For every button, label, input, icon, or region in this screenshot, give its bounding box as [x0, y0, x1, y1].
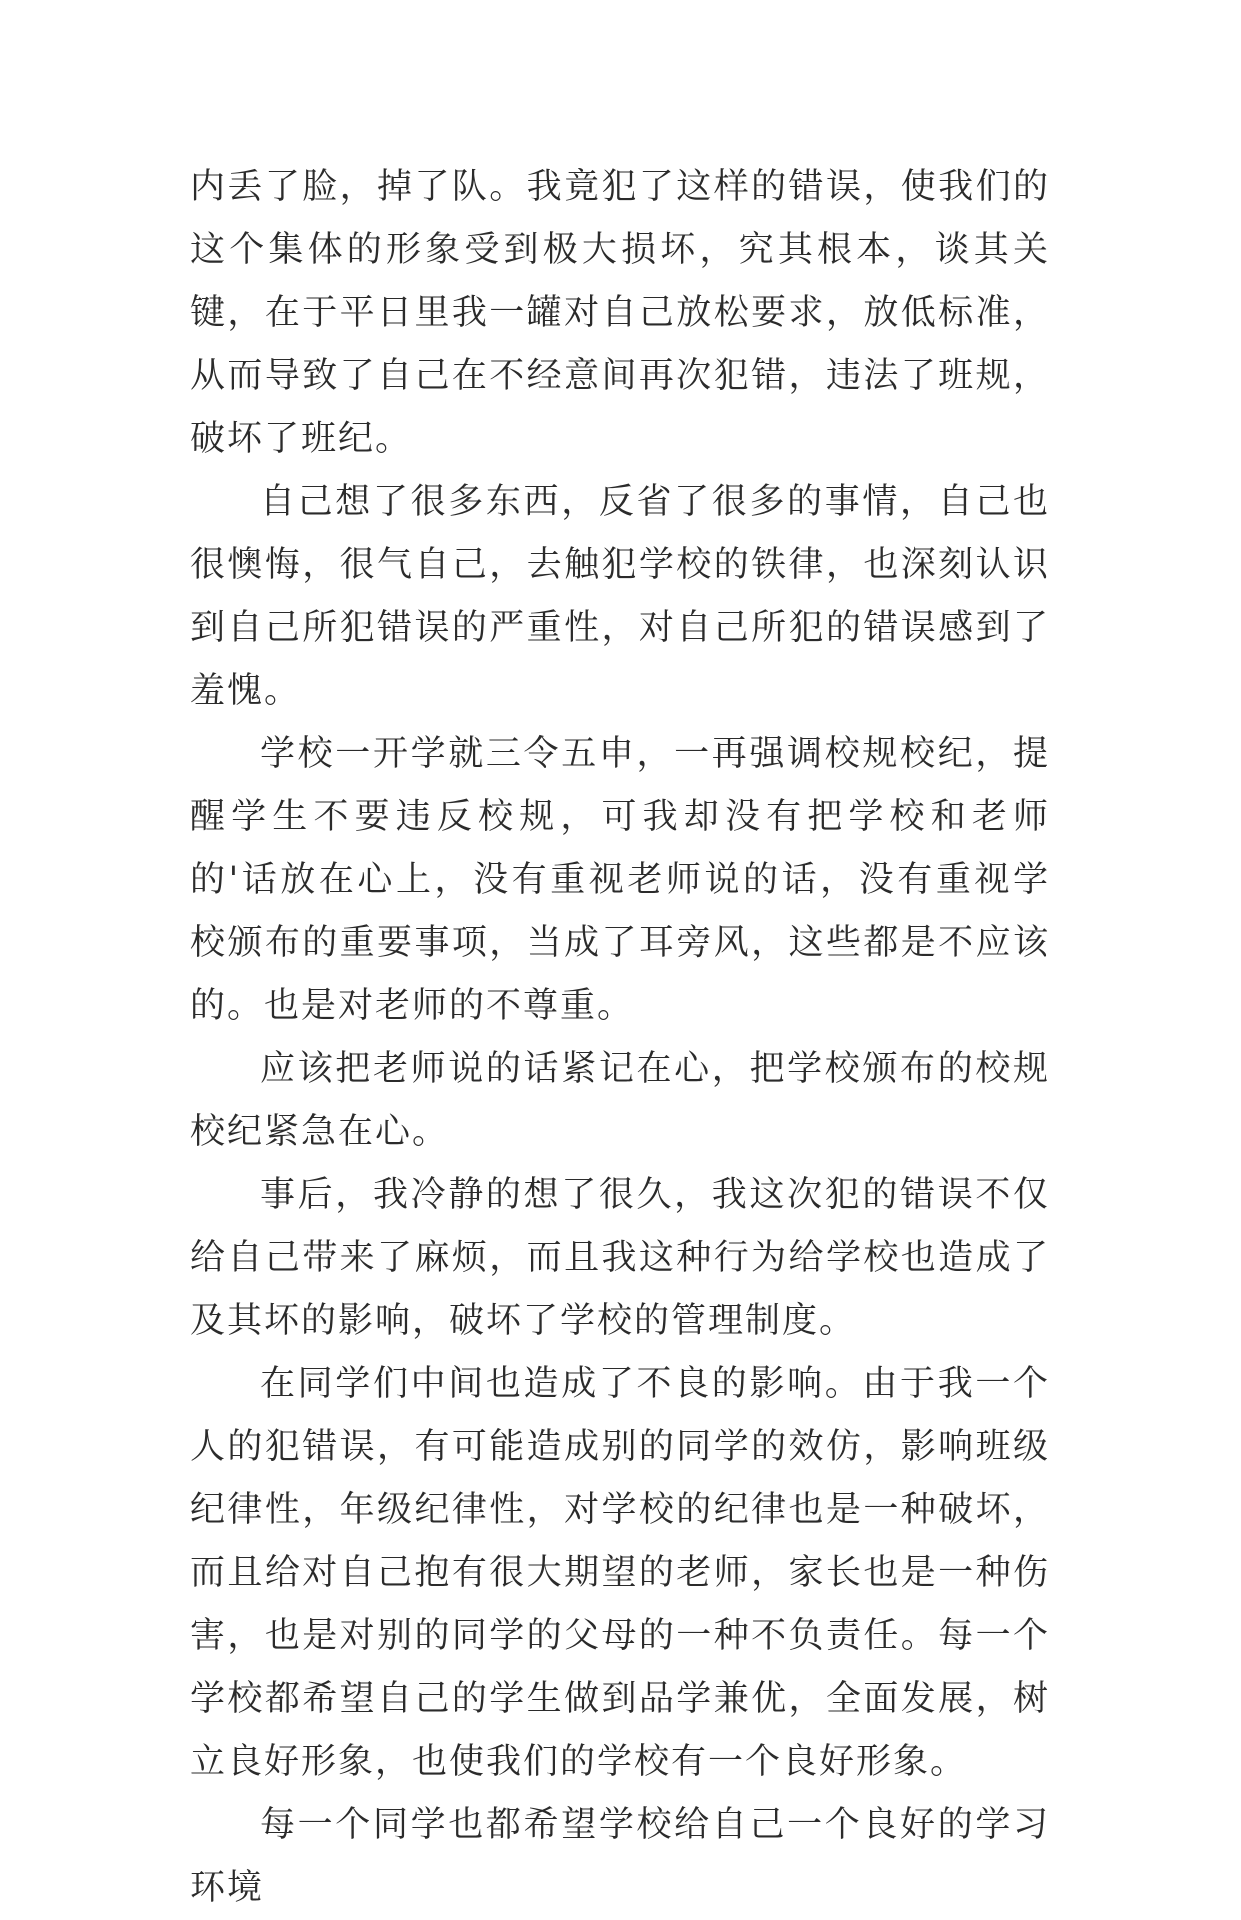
- paragraph-6: 在同学们中间也造成了不良的影响。由于我一个人的犯错误，有可能造成别的同学的效仿，影响班级纪律性，年级纪律性，对学校的纪律也是一种破坏，而且给对自己抱有很大期望的老师，家长也是一种伤害，也是对别的同学的父母的一种不负责任。每一个学校都希望自己的学生做到品学兼优，全面发展，树立良好形象，也使我们的学校有一个良好形象。: [190, 1364, 1050, 1782]
- paragraph-2: 自己想了很多东西，反省了很多的事情，自己也很懊悔，很气自己，去触犯学校的铁律，也深刻认识到自己所犯错误的严重性，对自己所犯的错误感到了羞愧。: [190, 482, 1050, 711]
- paragraph-1: 内丢了脸，掉了队。我竟犯了这样的错误，使我们的这个集体的形象受到极大损坏，究其根本，谈其关键，在于平日里我一罐对自己放松要求，放低标准，从而导致了自己在不经意间再次犯错，违法了班规，破坏了班纪。: [190, 167, 1050, 459]
- paragraph-5: 事后，我冷静的想了很久，我这次犯的错误不仅给自己带来了麻烦，而且我这种行为给学校也造成了及其坏的影响，破坏了学校的管理制度。: [190, 1175, 1050, 1341]
- paragraph-4: 应该把老师说的话紧记在心，把学校颁布的校规校纪紧急在心。: [190, 1049, 1050, 1152]
- document-body: [190, 156, 1050, 1920]
- paragraph-3: 学校一开学就三令五申，一再强调校规校纪，提醒学生不要违反校规，可我却没有把学校和老师的'话放在心上，没有重视老师说的话，没有重视学校颁布的重要事项，当成了耳旁风，这些都是不应该的。也是对老师的不尊重。: [190, 734, 1050, 1026]
- paragraph-7: 每一个同学也都希望学校给自己一个良好的学习环境: [190, 1805, 1050, 1908]
